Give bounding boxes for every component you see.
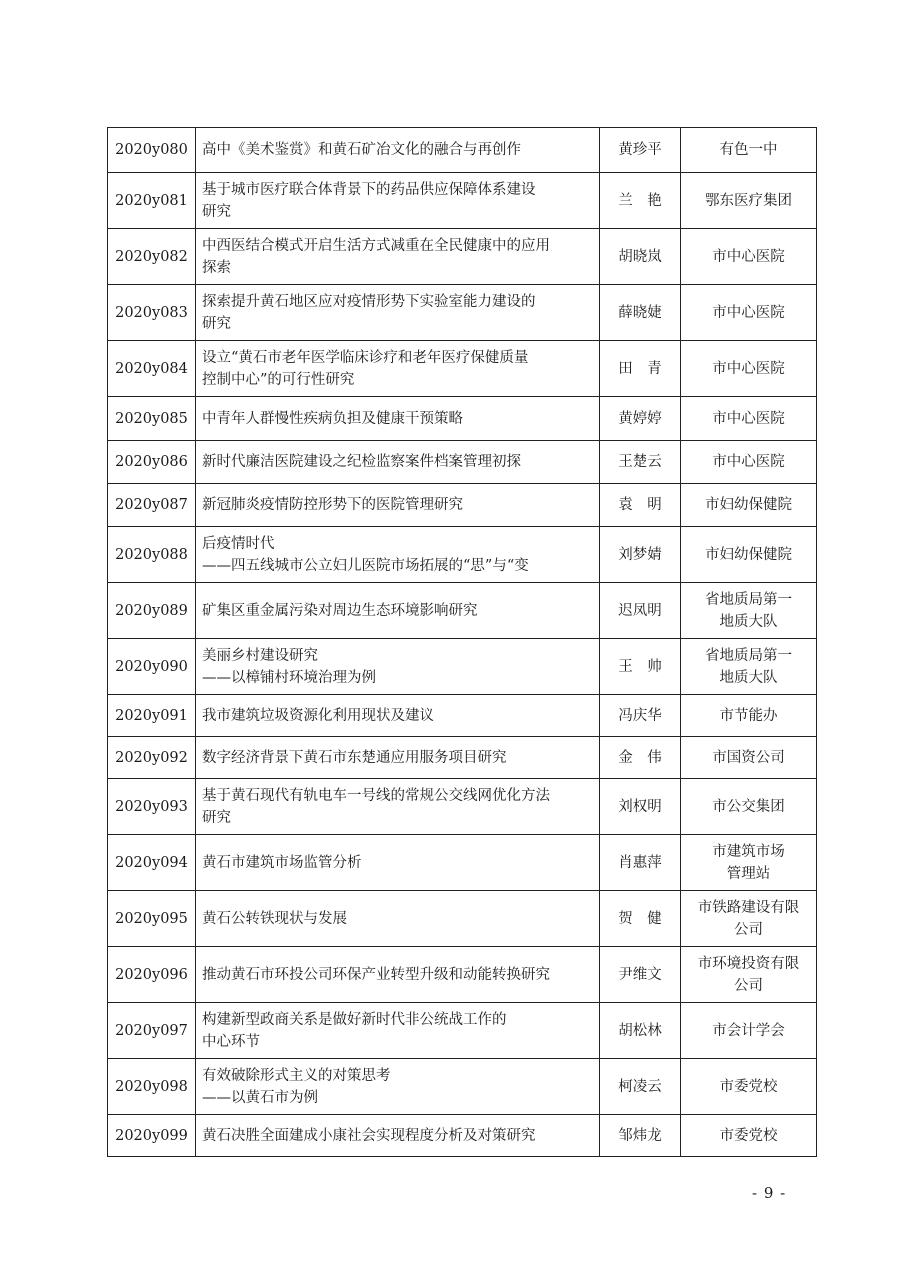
project-title-cell: [196, 835, 600, 891]
organization-line: 市中心医院: [712, 360, 785, 377]
project-id-cell: 2020y099: [108, 1115, 196, 1157]
table-row: [108, 583, 817, 639]
organization-line: 管理站: [726, 865, 771, 882]
project-title-line: 探索提升黄石地区应对疫情形势下实验室能力建设的: [202, 293, 536, 310]
project-title-cell: [196, 128, 600, 173]
project-leader-cell: 袁 明: [600, 484, 681, 527]
organization-line: 地质大队: [719, 613, 778, 630]
table-row: [108, 695, 817, 737]
page-number: - 9 -: [752, 1184, 787, 1202]
organization-cell: [681, 285, 817, 341]
project-title-line: 黄石公转铁现状与发展: [202, 910, 347, 927]
project-table-body: [108, 128, 817, 1157]
organization-line: 市节能办: [719, 707, 778, 724]
project-id-cell: 2020y086: [108, 441, 196, 484]
project-title-line: 研究: [202, 809, 231, 826]
project-leader-cell: 黄珍平: [600, 128, 681, 173]
project-id-cell: 2020y088: [108, 527, 196, 583]
organization-cell: [681, 891, 817, 947]
project-title-cell: [196, 173, 600, 229]
project-id-cell: 2020y097: [108, 1003, 196, 1059]
table-row: [108, 1059, 817, 1115]
project-leader-cell: 肖惠萍: [600, 835, 681, 891]
project-leader-cell: 田 青: [600, 341, 681, 397]
organization-line: 市委党校: [719, 1078, 778, 1095]
organization-cell: [681, 128, 817, 173]
organization-line: 公司: [734, 921, 763, 938]
project-leader-cell: 王 帅: [600, 639, 681, 695]
table-row: [108, 229, 817, 285]
table-row: [108, 484, 817, 527]
project-title-line: ——以樟铺村环境治理为例: [202, 669, 376, 686]
project-leader-cell: 刘权明: [600, 779, 681, 835]
organization-line: 市公交集团: [712, 798, 785, 815]
project-title-cell: [196, 1059, 600, 1115]
organization-cell: [681, 341, 817, 397]
project-title-cell: [196, 779, 600, 835]
project-title-line: 矿集区重金属污染对周边生态环境影响研究: [202, 602, 478, 619]
project-id-cell: 2020y081: [108, 173, 196, 229]
project-title-line: 我市建筑垃圾资源化利用现状及建议: [202, 707, 434, 724]
organization-line: 有色一中: [719, 142, 778, 158]
project-leader-cell: 尹维文: [600, 947, 681, 1003]
project-title-line: 基于城市医疗联合体背景下的药品供应保障体系建设: [202, 181, 536, 198]
project-leader-cell: 贺 健: [600, 891, 681, 947]
project-id-cell: 2020y090: [108, 639, 196, 695]
organization-line: 市中心医院: [712, 304, 785, 321]
project-leader-cell: 迟凤明: [600, 583, 681, 639]
organization-line: 市妇幼保健院: [705, 497, 792, 513]
organization-cell: [681, 639, 817, 695]
project-title-line: 黄石市建筑市场监管分析: [202, 854, 362, 871]
table-row: [108, 441, 817, 484]
table-row: [108, 527, 817, 583]
project-leader-cell: 冯庆华: [600, 695, 681, 737]
organization-cell: [681, 173, 817, 229]
table-row: [108, 1003, 817, 1059]
project-title-line: 中心环节: [202, 1033, 260, 1050]
organization-line: 市委党校: [719, 1127, 778, 1144]
organization-cell: [681, 737, 817, 779]
organization-line: 省地质局第一: [705, 591, 792, 608]
organization-cell: [681, 947, 817, 1003]
project-leader-cell: 黄婷婷: [600, 397, 681, 441]
project-id-cell: 2020y092: [108, 737, 196, 779]
table-row: [108, 891, 817, 947]
organization-line: 市建筑市场: [712, 843, 785, 860]
organization-line: 市妇幼保健院: [705, 546, 792, 563]
organization-cell: [681, 1059, 817, 1115]
project-title-line: 黄石决胜全面建成小康社会实现程度分析及对策研究: [202, 1127, 536, 1144]
project-title-line: 控制中心”的可行性研究: [202, 371, 355, 388]
project-title-line: 研究: [202, 203, 231, 220]
project-id-cell: 2020y094: [108, 835, 196, 891]
project-leader-cell: 柯凌云: [600, 1059, 681, 1115]
project-title-line: 有效破除形式主义的对策思考: [202, 1067, 391, 1084]
project-title-cell: [196, 891, 600, 947]
project-id-cell: 2020y098: [108, 1059, 196, 1115]
project-title-line: 探索: [202, 259, 231, 276]
organization-cell: [681, 779, 817, 835]
table-row: [108, 779, 817, 835]
project-title-cell: [196, 285, 600, 341]
project-title-line: 构建新型政商关系是做好新时代非公统战工作的: [202, 1011, 507, 1028]
project-title-line: 美丽乡村建设研究: [202, 647, 318, 664]
table-row: [108, 1115, 817, 1157]
project-id-cell: 2020y096: [108, 947, 196, 1003]
organization-line: 市环境投资有限: [697, 955, 800, 972]
project-title-cell: [196, 695, 600, 737]
organization-cell: [681, 1003, 817, 1059]
project-title-cell: [196, 341, 600, 397]
project-title-line: ——以黄石市为例: [202, 1089, 318, 1106]
project-id-cell: 2020y084: [108, 341, 196, 397]
organization-cell: [681, 441, 817, 484]
project-id-cell: 2020y080: [108, 128, 196, 173]
organization-line: 省地质局第一: [705, 647, 792, 664]
project-id-cell: 2020y083: [108, 285, 196, 341]
organization-cell: [681, 484, 817, 527]
table-row: [108, 341, 817, 397]
table-row: [108, 639, 817, 695]
organization-cell: [681, 835, 817, 891]
project-leader-cell: 刘梦婧: [600, 527, 681, 583]
project-id-cell: 2020y085: [108, 397, 196, 441]
project-leader-cell: 邹炜龙: [600, 1115, 681, 1157]
project-title-line: 中西医结合模式开启生活方式减重在全民健康中的应用: [202, 237, 550, 254]
project-title-cell: [196, 947, 600, 1003]
project-id-cell: 2020y082: [108, 229, 196, 285]
project-title-cell: [196, 1115, 600, 1157]
organization-cell: [681, 583, 817, 639]
organization-line: 市中心医院: [712, 410, 785, 427]
table-row: [108, 173, 817, 229]
project-title-line: 数字经济背景下黄石市东楚通应用服务项目研究: [202, 749, 507, 766]
project-title-line: ——四五线城市公立妇儿医院市场拓展的“思”与“变: [202, 557, 529, 574]
table-row: [108, 737, 817, 779]
project-title-cell: [196, 397, 600, 441]
project-title-cell: [196, 1003, 600, 1059]
project-title-cell: [196, 484, 600, 527]
project-id-cell: 2020y087: [108, 484, 196, 527]
organization-cell: [681, 1115, 817, 1157]
project-title-line: 高中《美术鉴赏》和黄石矿冶文化的融合与再创作: [202, 142, 521, 158]
organization-line: 地质大队: [719, 669, 778, 686]
organization-line: 公司: [734, 977, 763, 994]
table-row: [108, 128, 817, 173]
project-title-cell: [196, 441, 600, 484]
organization-cell: [681, 397, 817, 441]
project-leader-cell: 王楚云: [600, 441, 681, 484]
project-title-line: 中青年人群慢性疾病负担及健康干预策略: [202, 410, 463, 427]
project-leader-cell: 胡松林: [600, 1003, 681, 1059]
organization-cell: [681, 695, 817, 737]
organization-line: 市国资公司: [712, 749, 785, 766]
project-title-line: 研究: [202, 315, 231, 332]
project-id-cell: 2020y091: [108, 695, 196, 737]
project-title-line: 推动黄石市环投公司环保产业转型升级和动能转换研究: [202, 966, 550, 983]
project-title-line: 基于黄石现代有轨电车一号线的常规公交线网优化方法: [202, 787, 550, 804]
project-title-cell: [196, 737, 600, 779]
organization-cell: [681, 527, 817, 583]
organization-line: 市会计学会: [712, 1022, 785, 1039]
project-title-cell: [196, 639, 600, 695]
project-title-line: 后疫情时代: [202, 535, 275, 552]
organization-line: 鄂东医疗集团: [705, 192, 792, 209]
table-row: [108, 285, 817, 341]
table-row: [108, 835, 817, 891]
project-title-line: 新时代廉洁医院建设之纪检监察案件档案管理初探: [202, 454, 521, 470]
organization-cell: [681, 229, 817, 285]
project-title-cell: [196, 527, 600, 583]
project-title-line: 设立“黄石市老年医学临床诊疗和老年医疗保健质量: [202, 349, 529, 366]
project-title-line: 新冠肺炎疫情防控形势下的医院管理研究: [202, 497, 463, 513]
project-id-cell: 2020y089: [108, 583, 196, 639]
project-leader-cell: 薛晓婕: [600, 285, 681, 341]
table-row: [108, 397, 817, 441]
project-leader-cell: 金 伟: [600, 737, 681, 779]
project-table: [107, 127, 817, 1157]
project-id-cell: 2020y093: [108, 779, 196, 835]
organization-line: 市铁路建设有限: [697, 899, 800, 916]
organization-line: 市中心医院: [712, 454, 785, 470]
project-leader-cell: 胡晓岚: [600, 229, 681, 285]
project-title-cell: [196, 229, 600, 285]
project-title-cell: [196, 583, 600, 639]
project-leader-cell: 兰 艳: [600, 173, 681, 229]
project-id-cell: 2020y095: [108, 891, 196, 947]
organization-line: 市中心医院: [712, 248, 785, 265]
table-row: [108, 947, 817, 1003]
